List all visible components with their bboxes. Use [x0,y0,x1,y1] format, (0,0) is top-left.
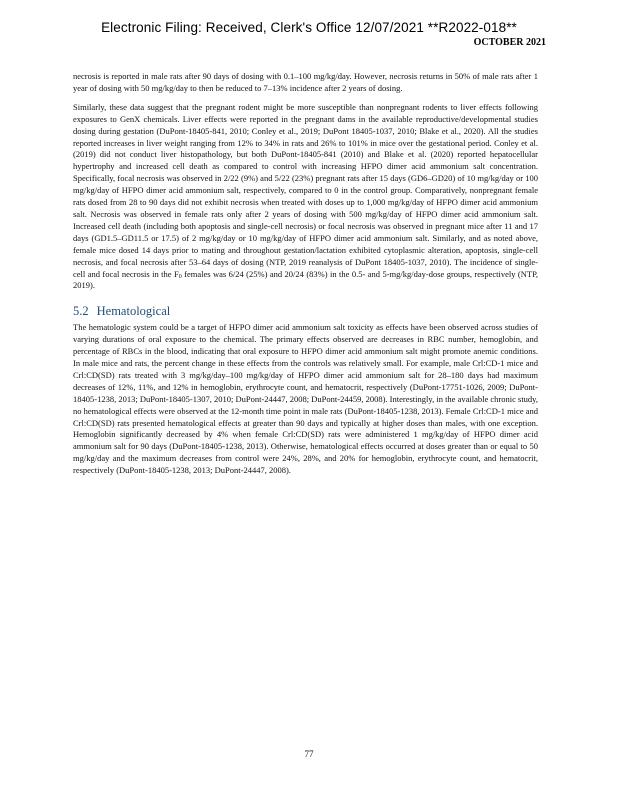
paragraph-pregnant-rodents-tail: females was 6/24 (25%) and 20/24 (83%) in the 0.5- and 5-mg/kg/day-dose groups, respectively (NTP, 2019). [73,268,538,291]
paragraph-pregnant-rodents-text: Similarly, these data suggest that the pregnant rodent might be more susceptible than nonpregnant rodents to liver effects following exposures to GenX chemicals. Liver effects were reported in the pregnant dams in the available reproductive/developmental studies dosing during gestation (DuPont-18405-841, 2010; Conley et al., 2019; DuPont 18405-1037, 2010; Blake et al., 2020). All the studies reported increases in liver weight ranging from 12% to 34% in rats and 26% to 101% in mice over the gestational period. Conley et al. (2019) did not conduct liver histopathology, but both DuPont-18405-841 (2010) and Blake et al. (2020) reported hepatocellular hypertrophy and increased cell death as compared to control with increasing HFPO dimer acid ammonium salt concentration. Specifically, focal necrosis was observed in 2/22 (9%) and 5/22 (23%) pregnant rats after 15 days (GD6–GD20) of 10 mg/kg/day or 100 mg/kg/day of HFPO dimer acid ammonium salt, respectively, compared to 0 in the control group. Comparatively, nonpregnant female rats dosed from 28 to 90 days did not exhibit necrosis when treated with doses up to 1,000 mg/kg/day of HFPO dimer acid ammonium salt. Necrosis was observed in female rats only after 2 years of dosing with 500 mg/kg/day of HFPO dimer acid ammonium salt. Increased cell death (including both apoptosis and single-cell necrosis) or focal necrosis was observed in pregnant mice after 11 and 17 days (GD1.5–GD11.5 or 17.5) of 2 mg/kg/day or 10 mg/kg/day of HFPO dimer acid ammonium salt. Similarly, and as noted above, female mice dosed 14 days prior to mating and throughout gestation/lactation exhibited cytoplasmic alteration, apoptosis, single-cell necrosis, and focal necrosis after 53–64 days of dosing (NTP, 2019 reanalysis of DuPont 18405-1037, 2010). The incidence of single-cell and focal necrosis in the F [73,101,538,279]
main-text [73,71,538,484]
generation-subscript: 0 [178,273,182,280]
section-heading [73,304,538,318]
section-number: 5.2 [73,304,89,319]
report-date: OCTOBER 2021 [473,37,546,48]
paragraph-pregnant-rodents [73,102,538,293]
page-number: 77 [304,749,314,759]
filing-header: Electronic Filing: Received, Clerk's Office 12/07/2021 **R2022-018** [101,20,517,35]
paragraph-liver-necrosis: necrosis is reported in male rats after 90 days of dosing with 0.1–100 mg/kg/day. However, necrosis returns in 50% of male rats after 1 year of dosing with 50 mg/kg/day to then be reduced to 7–13% incidence after 2 years of dosing. [73,71,538,93]
section-title: Hematological [96,304,171,319]
paragraph-hematological: The hematologic system could be a target of HFPO dimer acid ammonium salt toxicity as effects have been observed across studies of varying durations of oral exposure to the chemical. The primary effects observed are decreases in RBC number, hemoglobin, and percentage of RBCs in the blood, indicating that oral exposure to HFPO dimer acid ammonium salt might promote anemic conditions. In male mice and rats, the percent change in these effects from the controls was relatively small. For example, male Crl:CD-1 mice and Crl:CD(SD) rats treated with 3 mg/kg/day–100 mg/kg/day of HFPO dimer acid ammonium salt for 28–180 days had maximum decreases of 12%, 11%, and 12% in hemoglobin, erythrocyte count, and hematocrit, respectively (DuPont-17751-1026, 2009; DuPont-18405-1238, 2013; DuPont-18405-1307, 2010; DuPont-24447, 2008; DuPont-24459, 2008). Interestingly, in the available chronic study, no hematological effects were observed at the 12-month time point in male rats (DuPont-18405-1238, 2013). Female Crl:CD-1 mice and Crl:CD(SD) rats presented hematological effects at greater than 90 days and typically at higher doses than males, with one exception. Hemoglobin significantly decreased by 4% when female Crl:CD(SD) rats were administered 1 mg/kg/day of HFPO dimer acid ammonium salt for 90 days (DuPont-18405-1238, 2013). Otherwise, hematological effects occurred at doses greater than or equal to 50 mg/kg/day and the maximum decreases from control were 24%, 28%, and 20% for hemoglobin, erythrocyte count, and hematocrit, respectively (DuPont-18405-1238, 2013; DuPont-24447, 2008). [73,322,538,476]
